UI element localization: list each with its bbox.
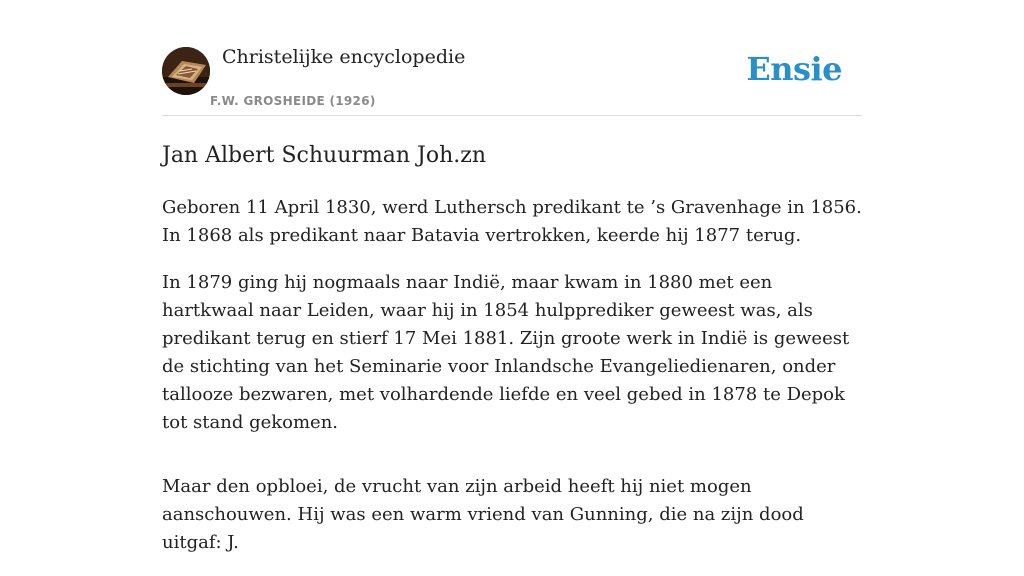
page <box>162 0 862 576</box>
article-paragraph: In 1879 ging hij nogmaals naar Indië, maar kwam in 1880 met een hartkwaal naar Leiden, waar hij in 1854 hulpprediker geweest was, als predikant terug en stierf 17 Mei 1881. Zijn groote werk in Indië is geweest de stichting van het Seminarie voor Inlandsche Evangeliedienaren, onder tallooze bezwaren, met volhardende liefde en veel gebed in 1878 te Depok tot stand gekomen. <box>162 272 850 433</box>
book-header <box>162 0 862 116</box>
book-title[interactable]: Christelijke encyclopedie <box>222 46 466 68</box>
ensie-logo[interactable]: Ensie <box>746 50 842 88</box>
article-title: Jan Albert Schuurman Joh.zn <box>162 143 487 168</box>
article-paragraph: Maar den opbloei, de vrucht van zijn arbeid heeft hij niet mogen aanschouwen. Hij was een warm vriend van Gunning, die na zijn dood uitgaf: J. <box>162 476 804 553</box>
article-body <box>162 194 862 557</box>
book-cover-icon[interactable] <box>162 47 210 95</box>
article-paragraph: Geboren 11 April 1830, werd Luthersch predikant te ’s Gravenhage in 1856. In 1868 als predikant naar Batavia vertrokken, keerde hij 1877 terug. <box>162 197 862 246</box>
book-author: F.W. GROSHEIDE (1926) <box>210 94 376 108</box>
